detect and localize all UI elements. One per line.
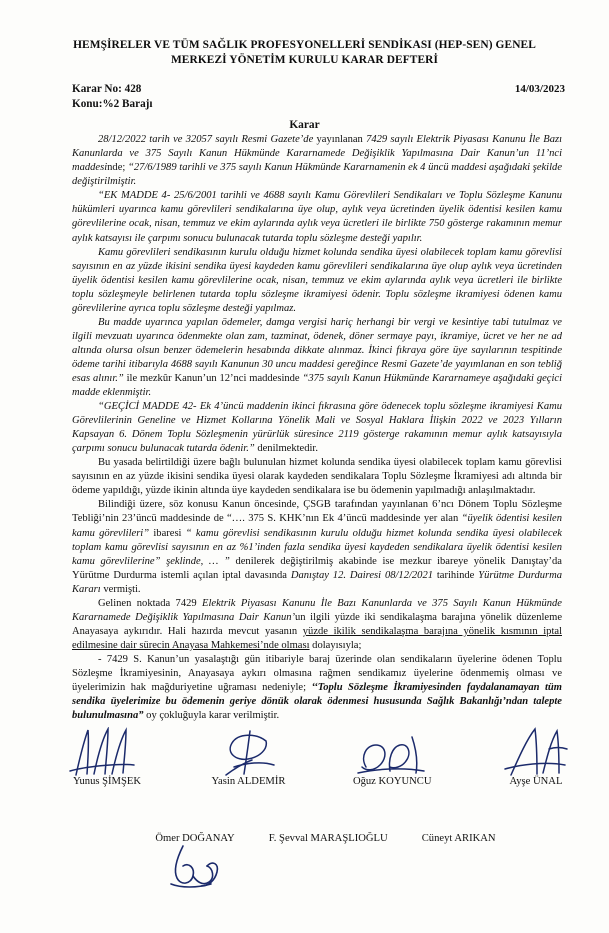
p8-segment-b: Elektrik Piyasası Kanunu İle Bazı Kanunlarda ve 375 Sayılı Kanun Hükmünde Kararnamede Değişiklik Yapılmasına Dair Kanun’ (72, 597, 562, 623)
document-header (0, 0, 609, 68)
p7-segment-g: Danıştay 12. Dairesi 08/12/2021 (290, 569, 434, 581)
signatory-name: Yunus ŞİMŞEK (73, 776, 141, 788)
p8-segment-c: un ilgili yüzde iki sendikalaşma barajına yönelik düzenleme Anayasaya aykırıdır. Hali hazırda mevcut yasanın (72, 611, 562, 637)
signature-marks-row-1 (52, 729, 579, 775)
header-title-line-2: MERKEZİ YÖNETİM KURULU KARAR DEFTERİ (170, 54, 439, 66)
signature-marks-row-2 (52, 788, 579, 832)
p1-segment-b: yayınlanan (313, 134, 367, 146)
paragraph-2 (72, 189, 562, 245)
p3-text: Kamu görevlileri sendikasının kurulu olduğu hizmet kolunda sendika üyesi olabilecek toplam kamu görevlisi sayısının en az yüzde ikisini sendika üyesi kaydeden kamu görevlileri sendikalarına üye olup aylık veya ücretinden üyelik ödentisi kesilen kamu görevlilerine ocak, nisan, temmuz ve ekim aylarında aylık veya ücretleri ile birlikte toplu sözleşmeyle belirlenen tutarda toplu sözleşme ikramiyesi ödenir. Toplu sözleşme ikramiyesi ödenen kamu görevlilerine ayrıca toplu sözleşme desteği yapılmaz. (72, 246, 562, 314)
signature-block (0, 729, 609, 845)
paragraph-4 (72, 316, 562, 400)
handwritten-signature-icon (153, 844, 237, 895)
signature-cell-2 (211, 775, 285, 788)
signatory-name: Ayşe ÜNAL (509, 776, 563, 788)
paragraph-3 (72, 246, 562, 316)
signature-cell-6 (269, 832, 388, 845)
p7-segment-a: Bilindiği üzere, söz konusu Kanun öncesinde, ÇSGB tarafından yayınlanan 6’ncı Dönem Toplu Sözleşme Tebliği’nin 23’üncü maddesinde de “…. 375 S. KHK’nın Ek 4’üncü maddesinde yer alan (72, 499, 562, 525)
p7-segment-e: şeklinde, … ” (160, 555, 230, 567)
decision-date: 14/03/2023 (514, 83, 565, 95)
meta-left-group (72, 82, 153, 111)
p7-segment-f: denilerek değiştirilmiş akabinde ise mezkur ibareye yönelik Danıştay’da Yürütme Durdurma istemli açılan iptal davasında (72, 555, 562, 581)
paragraph-7 (72, 498, 562, 596)
signature-cell-3 (353, 775, 432, 788)
header-title-line-1: HEMŞİRELER VE TÜM SAĞLIK PROFESYONELLERİ SENDİKASI (HEP-SEN) GENEL (73, 39, 536, 51)
signatory-name: Ömer DOĞANAY (155, 833, 235, 845)
p8-segment-a: Gelinen noktada 7429 (98, 597, 203, 609)
p1-segment-c: 7429 sayılı Elektrik Piyasası Kanunu İle Bazı Kanunlarda ve 375 Sayılı Kanun Hükmünde Kararnamede Değişiklik Yapılmasına Dair Kanun’un 11’nci maddesi (72, 134, 563, 174)
p8-segment-e: dolayısıyla; (309, 639, 362, 651)
p6-text: Bu yasada belirtildiği üzere bağlı bulunulan hizmet kolunda sendika üyesi olabilecek toplam kamu görevlisi sayısının en az yüzde ikisini sendika üyesi olarak kaydeden sendikalara Toplu Sözleşme İkramiyesi adı altında bir ödeme yapıldığı, yüzde ikinin altında üye kaydeden sendikalara ise bu ödemenin yapılmadığı anlaşılmaktadır. (72, 457, 562, 497)
decision-number: Karar No: 428 (72, 83, 142, 95)
decision-heading: Karar (289, 119, 320, 132)
p1-segment-a: 28/12/2022 tarih ve 32057 sayılı Resmi Gazete’de (98, 134, 314, 146)
p9-segment-a: - 7429 S. Kanun’un yasalaştığı gün itibariyle baraj üzerinde olan sendikaların üyelerine ödenen Toplu Sözleşme İkramiyesinin, Anayasaya aykırı olmasına rağmen sendikamız üyelerine ödenmemiş olması ve üyelerimizin hak mağduriyetine uğraması nedeniyle; (72, 653, 562, 694)
paragraph-1 (72, 133, 562, 189)
signatory-name: Oğuz KOYUNCU (352, 776, 432, 788)
signatory-name: Yasin ALDEMİR (211, 776, 286, 788)
signatory-name: Cüneyt ARIKAN (421, 833, 496, 845)
p5-segment-b: denilmektedir. (254, 443, 318, 455)
p7-segment-h: tarihinde (433, 569, 479, 581)
p4-segment-b: ile mezkûr Kanun’un 12’nci maddesinde (123, 372, 303, 384)
p7-segment-d: “ kamu görevlisi sendikasının kurulu olduğu hizmet kolunda sendika üyesi olabilecek toplam kamu görevlisi sayısının en az %1’inden fazla sendika üyesi kaydeden sendikalara üyelik ödentisi kesilen kamu görevlilerine” (72, 527, 562, 567)
meta-row (0, 82, 609, 111)
signature-cell-4 (499, 775, 573, 788)
signature-cell-1 (70, 775, 144, 788)
signatory-name: F. Şevval MARAŞLIOĞLU (268, 833, 388, 845)
p9-segment-b-resolution: ‘‘Toplu Sözleşme İkramiyesinden faydalanamayan tüm sendika üyelerimize bu ödemenin geriye dönük olarak ödenmesi hususunda Sağlık Bakanlığı’ndan talepte bulunulmasına” (72, 682, 562, 722)
p4-segment-a: Bu madde uyarınca yapılan ödemeler, damga vergisi hariç herhangi bir vergi ve kesintiye tabi tutulmaz ve ilgili mevzuatı uyarınca ödenmekte olan zam, tazminat, ödenek, döner sermaye payı, ikramiye, ücret ve her ne ad altında olursa olsun benzer ödemelerin hesabında dikkate alınmaz. İkinci fıkraya göre üye sayılarının tespitinde ödeme tarihi itibarıyla 4688 sayılı Kanunun 30 uncu maddesi gereğince Resmi Gazete’de yayımlanan en son tebliğ esas alınır.” (72, 316, 562, 384)
p7-segment-i: Yürütme Durdurma Kararı (72, 569, 562, 595)
p1-segment-d: nde; (107, 162, 128, 174)
p7-segment-j: vermişti. (100, 583, 141, 595)
paragraph-9 (72, 653, 562, 723)
p1-segment-e: “27/6/1989 tarihli ve 375 sayılı Kanun Hükmünde Kararnamenin ek 4 üncü maddesi aşağıdaki şekilde değiştirilmiştir. (72, 162, 562, 188)
p5-segment-a: “GEÇİCİ MADDE 42- Ek 4’üncü maddenin ikinci fıkrasına göre ödenecek toplu sözleşme ikramiyesi Kamu Görevlilerinin Geneline ve Hizmet Kollarına Yönelik Mali ve Sosyal Haklara İlişkin 2022 ve 2023 Yılların Kapsayan 6. Dönem Toplu Sözleşmenin yürürlük süresince 2119 gösterge rakamının memur aylık katsayısıyla çarpımı sonucu bulunacak tutarda ödenir.” (72, 401, 562, 455)
paragraph-6 (72, 456, 562, 498)
p7-segment-b: “üyelik ödentisi kesilen kamu görevlileri” (72, 513, 562, 539)
p8-segment-d-underlined: yüzde ikilik sendikalaşma barajına yönelik kısmının iptal edilmesine dair sürecin Anayasa Mahkemesi’nde olması (72, 625, 562, 651)
signature-cell-7 (422, 832, 496, 845)
signature-row-2 (52, 832, 579, 845)
p7-segment-c: ibaresi (149, 527, 186, 539)
signature-cell-5 (155, 832, 234, 845)
decision-subject: Konu:%2 Barajı (72, 97, 153, 110)
p2-text: “EK MADDE 4- 25/6/2001 tarihli ve 4688 sayılı Kamu Görevlileri Sendikaları ve Toplu Sözleşme Kanunu hükümleri uyarınca kamu görevlileri sendikalarına üye olup, aylık veya ücretinden üyelik ödentisi kesilen kamu görevlilerine ocak, nisan, temmuz ve ekim aylarında aylık veya ücretleri ile birlikte 750 gösterge rakamının memur aylık katsayısı ile çarpımı sonucu bulunacak tutarda toplu sözleşme desteği yapılır. (72, 190, 562, 244)
signature-row-1 (52, 775, 579, 788)
p9-segment-c: oy çokluğuyla karar verilmiştir. (143, 710, 280, 722)
paragraph-8 (72, 597, 562, 653)
p4-segment-c: “375 sayılı Kanun Hükmünde Kararnameye aşağıdaki geçici madde eklenmiştir. (72, 372, 562, 399)
paragraph-5 (72, 400, 562, 456)
document-body (0, 133, 609, 723)
